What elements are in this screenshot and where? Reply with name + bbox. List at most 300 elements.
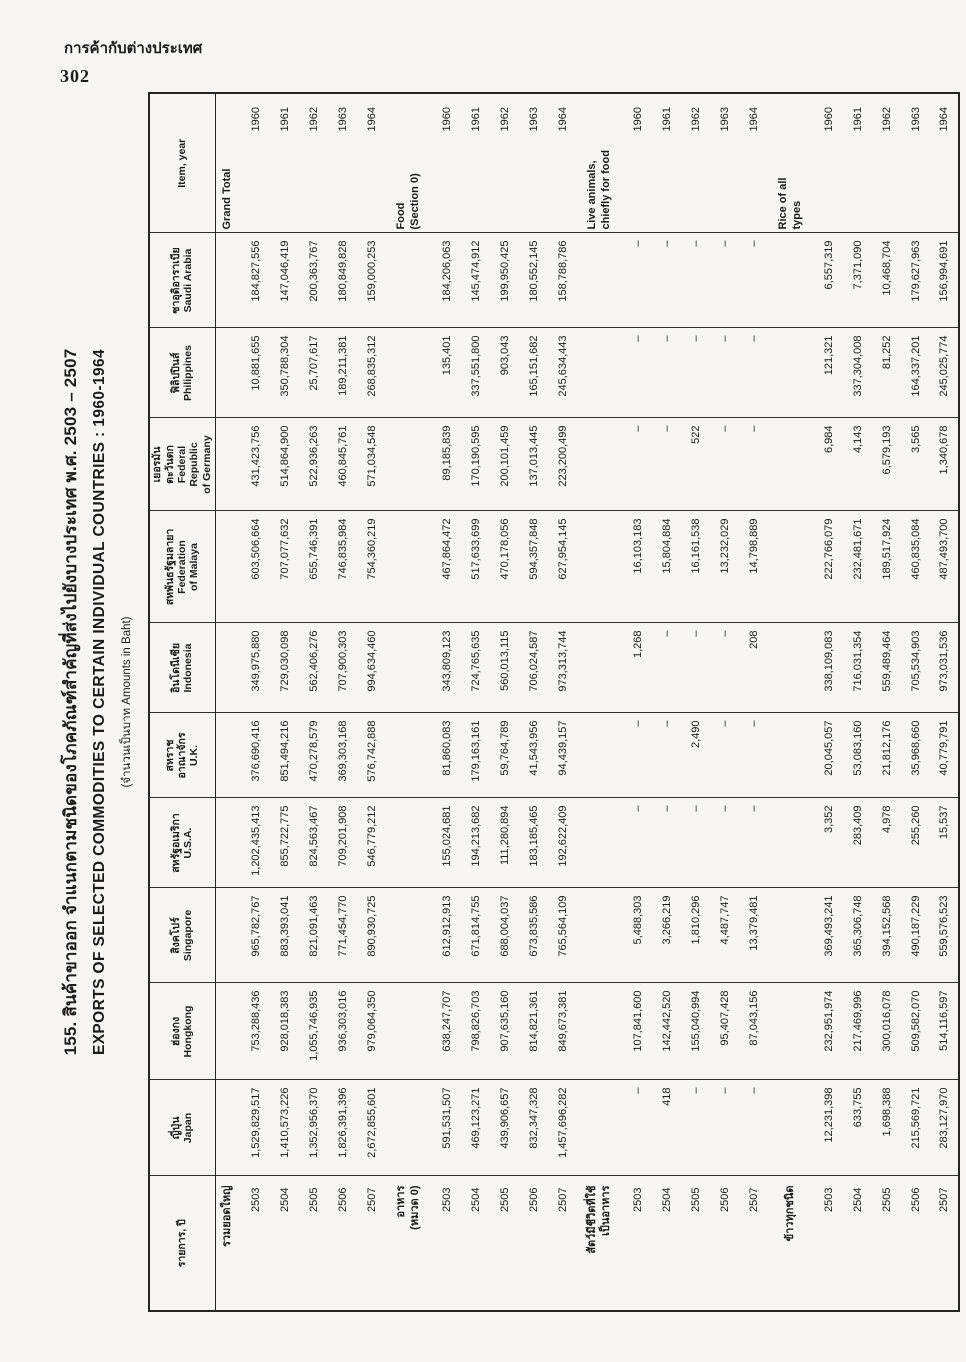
year-cell-english: 1962 — [681, 93, 710, 233]
value-cell: 59,764,789 — [490, 713, 519, 798]
empty-cell — [768, 623, 814, 713]
value-cell: 638,247,707 — [432, 983, 461, 1080]
country-header-singapore: สิงคโปร์ Singapore — [149, 888, 215, 983]
empty-cell — [577, 511, 623, 623]
empty-cell — [768, 798, 814, 888]
year-cell-english: 1963 — [901, 93, 930, 233]
value-cell: 560,013,115 — [490, 623, 519, 713]
country-header-federation-of-malaya: สหพันธรัฐมลายา Federation of Malaya — [149, 511, 215, 623]
rotated-table-sheet — [55, 92, 960, 1312]
table-row — [930, 93, 959, 1311]
country-header-u-s-a-: สหรัฐอเมริกา U.S.A. — [149, 798, 215, 888]
value-cell: 705,534,903 — [901, 623, 930, 713]
value-cell: – — [623, 798, 652, 888]
empty-cell — [215, 623, 241, 713]
value-cell: 591,531,507 — [432, 1080, 461, 1176]
value-cell: – — [623, 1080, 652, 1176]
value-cell: – — [739, 328, 768, 418]
value-cell: 470,278,579 — [299, 713, 328, 798]
value-cell: 890,930,725 — [357, 888, 386, 983]
group-label-english: Food (Section 0) — [386, 93, 432, 233]
value-cell: – — [681, 1080, 710, 1176]
empty-cell — [215, 418, 241, 511]
year-cell-english: 1962 — [490, 93, 519, 233]
value-cell: 633,755 — [843, 1080, 872, 1176]
value-cell: 3,266,219 — [652, 888, 681, 983]
value-cell: 706,024,587 — [519, 623, 548, 713]
table-row — [901, 93, 930, 1311]
value-cell: 903,043 — [490, 328, 519, 418]
value-cell: 716,031,354 — [843, 623, 872, 713]
value-cell: 170,190,595 — [461, 418, 490, 511]
empty-cell — [386, 418, 432, 511]
value-cell: 724,765,635 — [461, 623, 490, 713]
value-cell: – — [710, 798, 739, 888]
table-row — [461, 93, 490, 1311]
table-row — [519, 93, 548, 1311]
value-cell: 10,468,704 — [872, 233, 901, 328]
value-cell: 300,016,078 — [872, 983, 901, 1080]
value-cell: 10,881,655 — [241, 328, 270, 418]
value-cell: 35,968,660 — [901, 713, 930, 798]
page-number: 302 — [60, 66, 90, 86]
empty-cell — [215, 888, 241, 983]
value-cell: – — [739, 1080, 768, 1176]
value-cell: – — [681, 623, 710, 713]
year-cell-thai: 2503 — [249, 1187, 262, 1212]
year-cell-english: 1960 — [241, 93, 270, 233]
value-cell: 6,557,319 — [814, 233, 843, 328]
value-cell: 4,978 — [872, 798, 901, 888]
value-cell: 156,994,691 — [930, 233, 959, 328]
empty-cell — [215, 1080, 241, 1176]
empty-cell — [386, 1080, 432, 1176]
country-header-u-k-: สหราช อาณาจักร U.K. — [149, 713, 215, 798]
value-cell: 184,206,063 — [432, 233, 461, 328]
value-cell: 135,401 — [432, 328, 461, 418]
country-header-philippines: ฟิลิปปินส์ Philippines — [149, 328, 215, 418]
value-cell: 832,347,328 — [519, 1080, 548, 1176]
value-cell: 1,529,829,517 — [241, 1080, 270, 1176]
value-cell: 12,231,398 — [814, 1080, 843, 1176]
year-cell-thai: 2504 — [278, 1187, 291, 1212]
value-cell: 147,046,419 — [270, 233, 299, 328]
year-cell-english: 1961 — [461, 93, 490, 233]
value-cell: 15,537 — [930, 798, 959, 888]
value-cell: 907,635,160 — [490, 983, 519, 1080]
year-cell-thai: 2504 — [469, 1187, 482, 1212]
group-label-row — [215, 93, 241, 1311]
value-cell: 283,127,970 — [930, 1080, 959, 1176]
value-cell: 798,826,703 — [461, 983, 490, 1080]
value-cell: – — [739, 798, 768, 888]
value-cell: 365,306,748 — [843, 888, 872, 983]
table-row — [652, 93, 681, 1311]
value-cell: 627,954,145 — [548, 511, 577, 623]
value-cell: – — [681, 798, 710, 888]
table-row — [739, 93, 768, 1311]
value-cell: 94,439,157 — [548, 713, 577, 798]
empty-cell — [215, 983, 241, 1080]
value-cell: – — [710, 713, 739, 798]
group-label-english: Live animals, chiefly for food — [577, 93, 623, 233]
value-cell: 155,024,681 — [432, 798, 461, 888]
value-cell: 107,841,600 — [623, 983, 652, 1080]
value-cell: 16,103,183 — [623, 511, 652, 623]
value-cell: 746,835,984 — [328, 511, 357, 623]
value-cell: 559,489,464 — [872, 623, 901, 713]
value-cell: 1,340,678 — [930, 418, 959, 511]
value-cell: 1,457,696,282 — [548, 1080, 577, 1176]
value-cell: 245,634,443 — [548, 328, 577, 418]
table-row — [872, 93, 901, 1311]
value-cell: 431,423,756 — [241, 418, 270, 511]
year-cell-thai: 2506 — [718, 1187, 731, 1212]
value-cell: 1,698,388 — [872, 1080, 901, 1176]
year-cell-english: 1964 — [548, 93, 577, 233]
year-cell-english: 1962 — [299, 93, 328, 233]
value-cell: 594,357,848 — [519, 511, 548, 623]
value-cell: 5,488,303 — [623, 888, 652, 983]
value-cell: – — [710, 1080, 739, 1176]
table-row — [328, 93, 357, 1311]
empty-cell — [386, 328, 432, 418]
value-cell: 517,633,699 — [461, 511, 490, 623]
value-cell: 655,746,391 — [299, 511, 328, 623]
value-cell: 87,043,156 — [739, 983, 768, 1080]
group-label-thai: ข้าวทุกชนิด — [784, 1185, 797, 1242]
value-cell: 25,707,617 — [299, 328, 328, 418]
value-cell: – — [710, 623, 739, 713]
group-label-thai: สัตว์มีชีวิตที่ใช้ เป็นอาหาร — [586, 1185, 612, 1254]
value-cell: 13,232,029 — [710, 511, 739, 623]
table-row — [241, 93, 270, 1311]
empty-cell — [768, 233, 814, 328]
value-cell: 14,798,889 — [739, 511, 768, 623]
value-cell: 232,951,974 — [814, 983, 843, 1080]
value-cell: 753,288,436 — [241, 983, 270, 1080]
value-cell: 671,814,755 — [461, 888, 490, 983]
value-cell: 4,487,747 — [710, 888, 739, 983]
country-header-federal-republic-of-germany: เยอรมัน ตะวันตก Federal Republic of Germany — [149, 418, 215, 511]
value-cell: – — [652, 623, 681, 713]
value-cell: 16,161,538 — [681, 511, 710, 623]
year-cell-thai: 2503 — [631, 1187, 644, 1212]
value-cell: 21,812,176 — [872, 713, 901, 798]
country-header-saudi-arabia: ซาอุดิอาราเบีย Saudi Arabia — [149, 233, 215, 328]
year-cell-english: 1961 — [652, 93, 681, 233]
empty-cell — [577, 623, 623, 713]
value-cell: 15,804,884 — [652, 511, 681, 623]
value-cell: 208 — [739, 623, 768, 713]
value-cell: 194,213,682 — [461, 798, 490, 888]
year-cell-english: 1963 — [710, 93, 739, 233]
value-cell: 200,363,767 — [299, 233, 328, 328]
empty-cell — [768, 888, 814, 983]
year-cell-thai: 2505 — [498, 1187, 511, 1212]
value-cell: 89,185,839 — [432, 418, 461, 511]
value-cell: 851,494,216 — [270, 713, 299, 798]
value-cell: – — [681, 328, 710, 418]
value-cell: 13,379,481 — [739, 888, 768, 983]
value-cell: 369,303,168 — [328, 713, 357, 798]
value-cell: 184,827,556 — [241, 233, 270, 328]
value-cell: 514,864,900 — [270, 418, 299, 511]
empty-cell — [577, 713, 623, 798]
value-cell: 559,576,523 — [930, 888, 959, 983]
value-cell: 1,268 — [623, 623, 652, 713]
value-cell: 460,835,084 — [901, 511, 930, 623]
value-cell: 369,493,241 — [814, 888, 843, 983]
value-cell: 765,564,109 — [548, 888, 577, 983]
value-cell: – — [739, 418, 768, 511]
year-cell-english: 1964 — [930, 93, 959, 233]
value-cell: 4,143 — [843, 418, 872, 511]
empty-cell — [577, 328, 623, 418]
value-cell: 337,304,008 — [843, 328, 872, 418]
value-cell: 754,360,219 — [357, 511, 386, 623]
value-cell: 979,064,350 — [357, 983, 386, 1080]
value-cell: 2,672,855,601 — [357, 1080, 386, 1176]
value-cell: 158,788,786 — [548, 233, 577, 328]
table-row — [623, 93, 652, 1311]
year-cell-english: 1963 — [328, 93, 357, 233]
value-cell: 121,321 — [814, 328, 843, 418]
page-header-thai: การค้ากับต่างประเทศ — [64, 40, 203, 57]
group-label-row — [768, 93, 814, 1311]
value-cell: 936,303,016 — [328, 983, 357, 1080]
country-header-japan: ญี่ปุ่น Japan — [149, 1080, 215, 1176]
value-cell: – — [623, 328, 652, 418]
value-cell: – — [652, 418, 681, 511]
value-cell: 145,474,912 — [461, 233, 490, 328]
year-cell-thai: 2503 — [822, 1187, 835, 1212]
value-cell: 928,018,383 — [270, 983, 299, 1080]
table-row — [490, 93, 519, 1311]
table-row — [270, 93, 299, 1311]
value-cell: 179,163,161 — [461, 713, 490, 798]
value-cell: 268,835,312 — [357, 328, 386, 418]
value-cell: 603,506,664 — [241, 511, 270, 623]
value-cell: 509,582,070 — [901, 983, 930, 1080]
empty-cell — [768, 328, 814, 418]
empty-cell — [577, 888, 623, 983]
value-cell: – — [623, 418, 652, 511]
value-cell: – — [652, 798, 681, 888]
value-cell: 1,352,956,370 — [299, 1080, 328, 1176]
value-cell: – — [710, 233, 739, 328]
value-cell: 283,409 — [843, 798, 872, 888]
value-cell: 180,552,145 — [519, 233, 548, 328]
value-cell: 849,673,381 — [548, 983, 577, 1080]
year-cell-english: 1961 — [270, 93, 299, 233]
value-cell: 855,722,775 — [270, 798, 299, 888]
year-cell-thai: 2505 — [307, 1187, 320, 1212]
table-row — [814, 93, 843, 1311]
value-cell: 245,025,774 — [930, 328, 959, 418]
empty-cell — [386, 623, 432, 713]
value-cell: 349,975,880 — [241, 623, 270, 713]
value-cell: 688,004,037 — [490, 888, 519, 983]
value-cell: 814,821,361 — [519, 983, 548, 1080]
value-cell: 394,152,568 — [872, 888, 901, 983]
value-cell: – — [652, 233, 681, 328]
value-cell: – — [623, 233, 652, 328]
value-cell: 81,252 — [872, 328, 901, 418]
value-cell: 3,565 — [901, 418, 930, 511]
value-cell: 1,202,435,413 — [241, 798, 270, 888]
value-cell: 165,151,682 — [519, 328, 548, 418]
value-cell: 183,185,465 — [519, 798, 548, 888]
year-cell-english: 1963 — [519, 93, 548, 233]
table-row — [548, 93, 577, 1311]
table-row — [357, 93, 386, 1311]
empty-cell — [215, 511, 241, 623]
item-year-header: Item, year — [149, 93, 215, 233]
empty-cell — [386, 983, 432, 1080]
value-cell: 192,622,409 — [548, 798, 577, 888]
value-cell: 81,860,083 — [432, 713, 461, 798]
value-cell: 232,481,671 — [843, 511, 872, 623]
value-cell: 439,906,657 — [490, 1080, 519, 1176]
empty-cell — [386, 888, 432, 983]
value-cell: 223,200,499 — [548, 418, 577, 511]
empty-cell — [768, 713, 814, 798]
value-cell: 217,469,996 — [843, 983, 872, 1080]
empty-cell — [386, 713, 432, 798]
value-cell: 2,490 — [681, 713, 710, 798]
group-label-thai: รวมยอดใหญ่ — [221, 1185, 234, 1248]
value-cell: 180,849,828 — [328, 233, 357, 328]
value-cell: 612,912,913 — [432, 888, 461, 983]
year-cell-thai: 2507 — [938, 1187, 950, 1212]
value-cell: 1,410,573,226 — [270, 1080, 299, 1176]
country-header-hongkong: ฮ่องกง Hongkong — [149, 983, 215, 1080]
value-cell: – — [652, 328, 681, 418]
value-cell: 7,371,090 — [843, 233, 872, 328]
table-row — [710, 93, 739, 1311]
exports-table — [148, 92, 960, 1312]
value-cell: 576,742,888 — [357, 713, 386, 798]
value-cell: 973,313,744 — [548, 623, 577, 713]
value-cell: – — [739, 713, 768, 798]
empty-cell — [215, 233, 241, 328]
value-cell: 199,950,425 — [490, 233, 519, 328]
empty-cell — [215, 798, 241, 888]
value-cell: – — [739, 233, 768, 328]
value-cell: 821,091,463 — [299, 888, 328, 983]
year-cell-thai: 2506 — [527, 1187, 540, 1212]
unit-note: (จำนวนเป็นบาท Amounts in Baht) — [121, 616, 133, 788]
group-label-english: Rice of all types — [768, 93, 814, 233]
country-header-indonesia: อินโดนีเซีย Indonesia — [149, 623, 215, 713]
table-row — [843, 93, 872, 1311]
year-cell-thai: 2504 — [660, 1187, 673, 1212]
value-cell: 159,000,253 — [357, 233, 386, 328]
empty-cell — [215, 713, 241, 798]
value-cell: 709,201,908 — [328, 798, 357, 888]
year-cell-english: 1961 — [843, 93, 872, 233]
value-cell: 200,101,459 — [490, 418, 519, 511]
value-cell: 487,493,700 — [930, 511, 959, 623]
value-cell: 255,260 — [901, 798, 930, 888]
value-cell: 20,045,057 — [814, 713, 843, 798]
value-cell: 142,442,520 — [652, 983, 681, 1080]
value-cell: 6,579,193 — [872, 418, 901, 511]
year-cell-english: 1964 — [739, 93, 768, 233]
empty-cell — [215, 328, 241, 418]
value-cell: – — [681, 233, 710, 328]
value-cell: 571,034,548 — [357, 418, 386, 511]
value-cell: – — [652, 713, 681, 798]
empty-cell — [577, 798, 623, 888]
value-cell: 973,031,536 — [930, 623, 959, 713]
year-cell-thai: 2505 — [689, 1187, 702, 1212]
value-cell: 514,116,597 — [930, 983, 959, 1080]
value-cell: 1,826,391,396 — [328, 1080, 357, 1176]
year-cell-thai: 2503 — [440, 1187, 453, 1212]
empty-cell — [768, 418, 814, 511]
year-cell-thai: 2507 — [556, 1187, 569, 1212]
value-cell: 41,543,956 — [519, 713, 548, 798]
empty-cell — [577, 418, 623, 511]
value-cell: 729,030,098 — [270, 623, 299, 713]
empty-cell — [577, 1080, 623, 1176]
group-label-row — [386, 93, 432, 1311]
value-cell: – — [623, 713, 652, 798]
empty-cell — [386, 798, 432, 888]
value-cell: 137,013,445 — [519, 418, 548, 511]
value-cell: 337,551,800 — [461, 328, 490, 418]
table-row — [299, 93, 328, 1311]
value-cell: 490,187,229 — [901, 888, 930, 983]
value-cell: 562,406,276 — [299, 623, 328, 713]
value-cell: 470,178,056 — [490, 511, 519, 623]
value-cell: 546,779,212 — [357, 798, 386, 888]
year-cell-thai: 2504 — [851, 1187, 864, 1212]
table-header-row — [149, 93, 215, 1311]
year-cell-thai: 2507 — [747, 1187, 760, 1212]
value-cell: 189,517,924 — [872, 511, 901, 623]
value-cell: 467,864,472 — [432, 511, 461, 623]
value-cell: 673,835,586 — [519, 888, 548, 983]
value-cell: 469,123,271 — [461, 1080, 490, 1176]
value-cell: – — [710, 418, 739, 511]
value-cell: 522,936,263 — [299, 418, 328, 511]
value-cell: 343,809,123 — [432, 623, 461, 713]
value-cell: – — [710, 328, 739, 418]
table-row — [681, 93, 710, 1311]
year-cell-english: 1960 — [432, 93, 461, 233]
table-row — [432, 93, 461, 1311]
value-cell: 707,900,303 — [328, 623, 357, 713]
table-title-english: EXPORTS OF SELECTED COMMODITIES TO CERTAIN INDIVIDUAL COUNTRIES : 1960-1964 — [91, 348, 108, 1056]
year-cell-english: 1960 — [623, 93, 652, 233]
value-cell: 707,077,632 — [270, 511, 299, 623]
value-cell: 994,634,460 — [357, 623, 386, 713]
value-cell: 338,109,083 — [814, 623, 843, 713]
value-cell: 215,569,721 — [901, 1080, 930, 1176]
empty-cell — [386, 233, 432, 328]
value-cell: 418 — [652, 1080, 681, 1176]
year-cell-english: 1962 — [872, 93, 901, 233]
value-cell: 824,563,467 — [299, 798, 328, 888]
value-cell: 1,810,296 — [681, 888, 710, 983]
value-cell: 376,690,416 — [241, 713, 270, 798]
empty-cell — [768, 511, 814, 623]
value-cell: 771,454,770 — [328, 888, 357, 983]
empty-cell — [386, 511, 432, 623]
